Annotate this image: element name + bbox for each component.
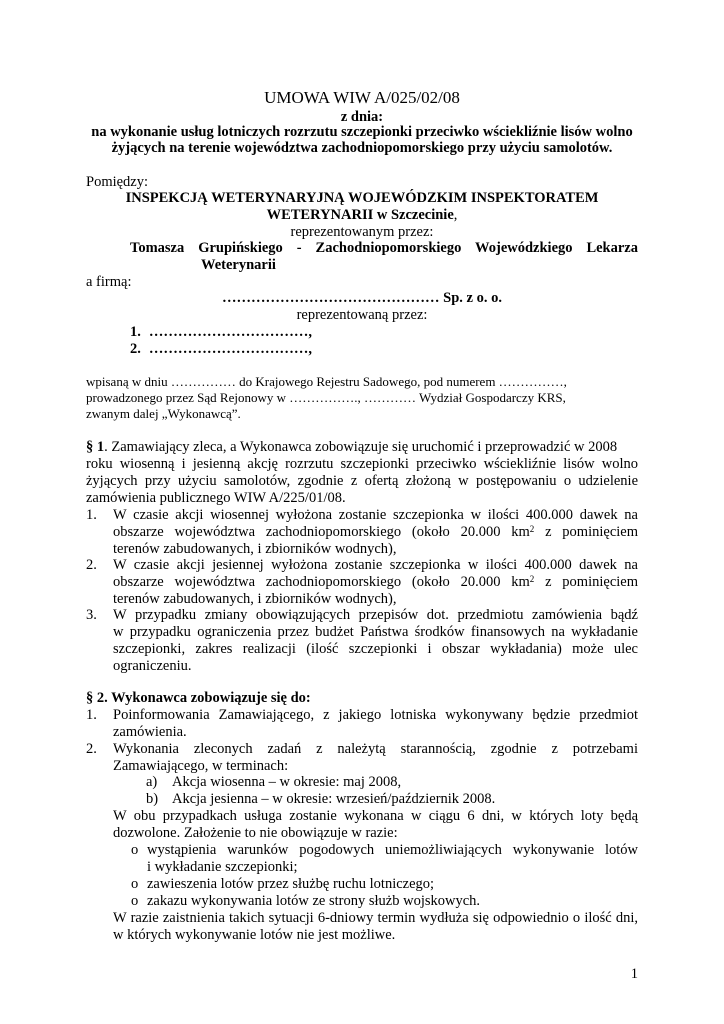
section-1-item-3-number: 3. bbox=[86, 607, 97, 623]
exception-1-line-1: wystąpienia warunków pogodowych uniemożliwiających wykonywanie lotów bbox=[147, 842, 638, 858]
firm-representative-2-number: 2. bbox=[130, 341, 141, 357]
term-b bbox=[146, 791, 638, 808]
section-1-item-2-area-tail: z pominięciem bbox=[534, 574, 639, 590]
section-1-item-3-line-4: ograniczeniu. bbox=[113, 658, 192, 674]
section-1-item-1-line-1: W czasie akcji wiosennej wyłożona zostanie szczepionka w ilości 400.000 dawek na bbox=[113, 507, 638, 523]
section-1-intro-line-2: roku wiosenną i jesienną akcję rozrzutu szczepionki przeciwko wściekliźnie lisów wolno bbox=[86, 456, 638, 472]
term-a-text: Akcja wiosenna – w okresie: maj 2008, bbox=[172, 774, 402, 790]
section-1-item-2-area: obszarze województwa zachodniopomorskiego (około 20.000 km bbox=[113, 574, 530, 590]
section-2-item-2-line-2: Zamawiającego, w terminach: bbox=[113, 758, 289, 774]
term-b-mark: b) bbox=[146, 791, 159, 807]
firm-representative-2 bbox=[130, 341, 638, 358]
inspector-name-line-1: INSPEKCJĄ WETERYNARYJNĄ WOJEWÓDZKIM INSPEKTORATEM bbox=[125, 190, 599, 206]
firm-representative-2-text: ……………………………, bbox=[148, 341, 312, 357]
section-1-intro-line-4: zamówienia publicznego WIW A/225/01/08. bbox=[86, 490, 346, 506]
contract-title: UMOWA WIW A/025/02/08 bbox=[264, 88, 460, 107]
section-1-item-2-line-2 bbox=[113, 574, 638, 591]
section-1-item-1-area-tail: z pominięciem bbox=[534, 524, 639, 540]
exception-3-bullet: o bbox=[131, 893, 139, 909]
exception-2-bullet: o bbox=[131, 876, 139, 892]
inspector-name-bold: WETERYNARII w Szczecinie bbox=[266, 207, 454, 223]
section-1-item-1-line-3: terenów zabudowanych, i zbiorników wodnych), bbox=[113, 541, 397, 557]
section-2-item-1-line-2: zamówienia. bbox=[113, 724, 187, 740]
section-2-item-2-line-1: Wykonania zleconych zadań z należytą starannością, zgodnie z potrzebami bbox=[113, 741, 638, 757]
firm-representative-1-number: 1. bbox=[130, 324, 141, 340]
representative-line-1: Tomasza Grupińskiego - Zachodniopomorskiego Wojewódzkiego Lekarza bbox=[130, 240, 638, 256]
section-1-item-2 bbox=[86, 557, 638, 608]
and-firm-label: a firmą: bbox=[86, 274, 132, 290]
section-1-item-3-line-3: szczepionki, zakres realizacji (ilość szczepionki i obszar wykładania) może ulec bbox=[113, 641, 638, 657]
section-1-item-2-sup: 2 bbox=[529, 574, 535, 584]
section-1-mark: § 1 bbox=[86, 439, 105, 455]
section-1-item-2-number: 2. bbox=[86, 557, 97, 573]
contract-date-label: z dnia: bbox=[340, 109, 384, 125]
firm-represented-by-label: reprezentowaną przez: bbox=[296, 307, 428, 323]
both-actions-line-1: W obu przypadkach usługa zostanie wykonana w ciągu 6 dni, w których loty będą bbox=[113, 808, 638, 824]
term-a-mark: a) bbox=[146, 774, 158, 790]
exception-2 bbox=[131, 876, 638, 893]
section-1-item-1-number: 1. bbox=[86, 507, 97, 523]
contract-subject-line-1: na wykonanie usług lotniczych rozrzutu szczepionki przeciwko wściekliźnie lisów wolno bbox=[91, 124, 633, 140]
section-2-item-2 bbox=[86, 741, 638, 775]
firm-representative-1-text: ……………………………, bbox=[148, 324, 312, 340]
firm-name: ……………………………………… Sp. z o. o. bbox=[222, 290, 502, 306]
section-1-intro-line-3: żyjących przy użyciu samolotów, zgodnie z ofertą złożoną w postępowaniu o udzielenie bbox=[86, 473, 638, 489]
page-number: 1 bbox=[630, 966, 638, 982]
represented-by-label: reprezentowanym przez: bbox=[290, 224, 434, 240]
inspector-name-line-2 bbox=[86, 207, 638, 224]
section-2-item-2-number: 2. bbox=[86, 741, 97, 757]
exception-2-text: zawieszenia lotów przez służbę ruchu lotniczego; bbox=[147, 876, 435, 892]
exception-1 bbox=[131, 842, 638, 876]
section-2-item-1-line-1: Poinformowania Zamawiającego, z jakiego lotniska wykonywany będzie przedmiot bbox=[113, 707, 638, 723]
registry-line-2: prowadzonego przez Sąd Rejonowy w ……………., ………… Wydział Gospodarczy KRS, bbox=[86, 390, 566, 405]
section-1-intro-text: . Zamawiający zleca, a Wykonawca zobowiązuje się uruchomić i przeprowadzić w 2008 bbox=[104, 439, 618, 455]
exception-3-text: zakazu wykonywania lotów ze strony służb wojskowych. bbox=[147, 893, 481, 909]
section-1-item-3-line-2: w przypadku ograniczenia przez budżet Państwa środków finansowych na wykładanie bbox=[113, 624, 638, 640]
section-1-item-3 bbox=[86, 607, 638, 675]
section-1-item-2-line-1: W czasie akcji jesiennej wyłożona zostanie szczepionka w ilości 400.000 dawek na bbox=[113, 557, 638, 573]
section-1-item-3-line-1: W przypadku zmiany obowiązujących przepisów dot. przedmiotu zamówienia bądź bbox=[113, 607, 638, 623]
section-2-heading: § 2. Wykonawca zobowiązuje się do: bbox=[86, 690, 311, 706]
section-1-item-1 bbox=[86, 507, 638, 558]
section-1-intro-line-1 bbox=[86, 439, 638, 456]
section-2-item-1 bbox=[86, 707, 638, 741]
representative-line-2: Weterynarii bbox=[201, 257, 276, 273]
between-label: Pomiędzy: bbox=[86, 174, 149, 190]
section-1-item-2-line-3: terenów zabudowanych, i zbiorników wodnych), bbox=[113, 591, 397, 607]
firm-representative-1 bbox=[130, 324, 638, 341]
contractor-alias: zwanym dalej „Wykonawcą”. bbox=[86, 406, 241, 421]
inspector-name-tail: , bbox=[453, 207, 458, 223]
section-1-item-1-line-2 bbox=[113, 524, 638, 541]
extension-line-2: w których wykonywanie lotów nie jest możliwe. bbox=[113, 927, 396, 943]
extension-line-1: W razie zaistnienia takich sytuacji 6-dniowy termin wydłuża się odpowiednio o ilość dni, bbox=[113, 910, 638, 926]
section-1-item-1-sup: 2 bbox=[529, 524, 535, 534]
both-actions-line-2: dozwolone. Założenie to nie obowiązuje w razie: bbox=[113, 825, 398, 841]
exception-1-line-2: i wykładanie szczepionki; bbox=[147, 859, 298, 875]
term-b-text: Akcja jesienna – w okresie: wrzesień/październik 2008. bbox=[172, 791, 496, 807]
section-2-item-1-number: 1. bbox=[86, 707, 97, 723]
section-1-item-1-area: obszarze województwa zachodniopomorskiego (około 20.000 km bbox=[113, 524, 530, 540]
exception-1-bullet: o bbox=[131, 842, 139, 858]
term-a bbox=[146, 774, 638, 791]
exception-3 bbox=[131, 893, 638, 910]
registry-line-1: wpisaną w dniu …………… do Krajowego Rejestru Sadowego, pod numerem ……………, bbox=[86, 374, 567, 389]
contract-subject-line-2: żyjących na terenie województwa zachodniopomorskiego przy użyciu samolotów. bbox=[111, 140, 613, 156]
